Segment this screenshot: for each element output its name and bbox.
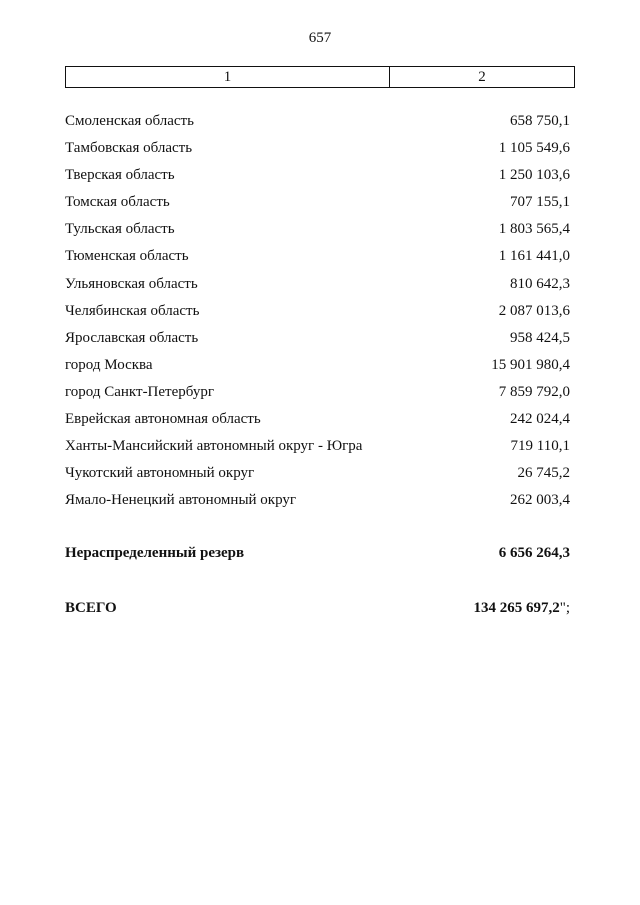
table-row bbox=[65, 379, 570, 406]
reserve-label: Нераспределенный резерв bbox=[65, 545, 245, 561]
grand-total-amount bbox=[473, 600, 570, 617]
region-name: Тамбовская область bbox=[65, 140, 193, 157]
table-row bbox=[65, 189, 570, 216]
region-value: 242 024,4 bbox=[510, 411, 570, 428]
region-value: 707 155,1 bbox=[510, 194, 570, 211]
region-value: 7 859 792,0 bbox=[498, 383, 570, 400]
grand-total-row bbox=[65, 600, 570, 617]
region-name: Ханты-Мансийский автономный округ - Югра bbox=[65, 438, 363, 455]
region-name: Чукотский автономный округ bbox=[65, 465, 255, 482]
table-row bbox=[65, 406, 570, 433]
region-name: город Санкт-Петербург bbox=[65, 383, 214, 400]
region-value: 719 110,1 bbox=[510, 438, 570, 455]
table-row bbox=[65, 162, 570, 189]
region-name: Челябинская область bbox=[65, 302, 200, 319]
region-name: Еврейская автономная область bbox=[65, 411, 261, 428]
region-name: Томская область bbox=[65, 194, 170, 211]
region-name: Ямало-Ненецкий автономный округ bbox=[65, 492, 297, 509]
table-row bbox=[65, 108, 570, 135]
column-header-2: 2 bbox=[478, 68, 486, 85]
region-name: Ярославская область bbox=[65, 329, 199, 346]
table-row bbox=[65, 352, 570, 379]
table-row bbox=[65, 271, 570, 298]
reserve-row bbox=[65, 545, 570, 562]
region-value: 1 105 549,6 bbox=[498, 140, 570, 157]
region-value: 1 161 441,0 bbox=[498, 248, 570, 265]
table-row bbox=[65, 243, 570, 270]
table-row bbox=[65, 460, 570, 487]
page-number: 657 bbox=[308, 30, 332, 46]
region-name: Ульяновская область bbox=[65, 275, 198, 292]
region-value: 26 745,2 bbox=[517, 465, 570, 482]
grand-total-value: 134 265 697,2 bbox=[473, 600, 560, 616]
column-header-1: 1 bbox=[66, 67, 390, 87]
region-name: Тверская область bbox=[65, 167, 175, 184]
region-value: 658 750,1 bbox=[510, 113, 570, 129]
table-row bbox=[65, 487, 570, 514]
table-row bbox=[65, 135, 570, 162]
region-list bbox=[65, 108, 570, 514]
region-name: город Москва bbox=[65, 356, 153, 373]
region-value: 1 803 565,4 bbox=[498, 221, 570, 238]
region-name: Смоленская область bbox=[65, 113, 194, 129]
region-value: 262 003,4 bbox=[510, 492, 570, 509]
region-value: 1 250 103,6 bbox=[498, 167, 570, 184]
table-row bbox=[65, 325, 570, 352]
table-row bbox=[65, 433, 570, 460]
grand-total-suffix: "; bbox=[559, 600, 570, 616]
column-header-table bbox=[65, 66, 575, 88]
table-row bbox=[65, 298, 570, 325]
region-name: Тульская область bbox=[65, 221, 175, 238]
region-value: 15 901 980,4 bbox=[491, 356, 570, 373]
grand-total-label: ВСЕГО bbox=[65, 600, 117, 616]
region-name: Тюменская область bbox=[65, 248, 189, 265]
region-value: 958 424,5 bbox=[510, 329, 570, 346]
reserve-value: 6 656 264,3 bbox=[498, 545, 570, 561]
region-value: 810 642,3 bbox=[510, 275, 570, 292]
table-row bbox=[65, 216, 570, 243]
region-value: 2 087 013,6 bbox=[498, 302, 570, 319]
